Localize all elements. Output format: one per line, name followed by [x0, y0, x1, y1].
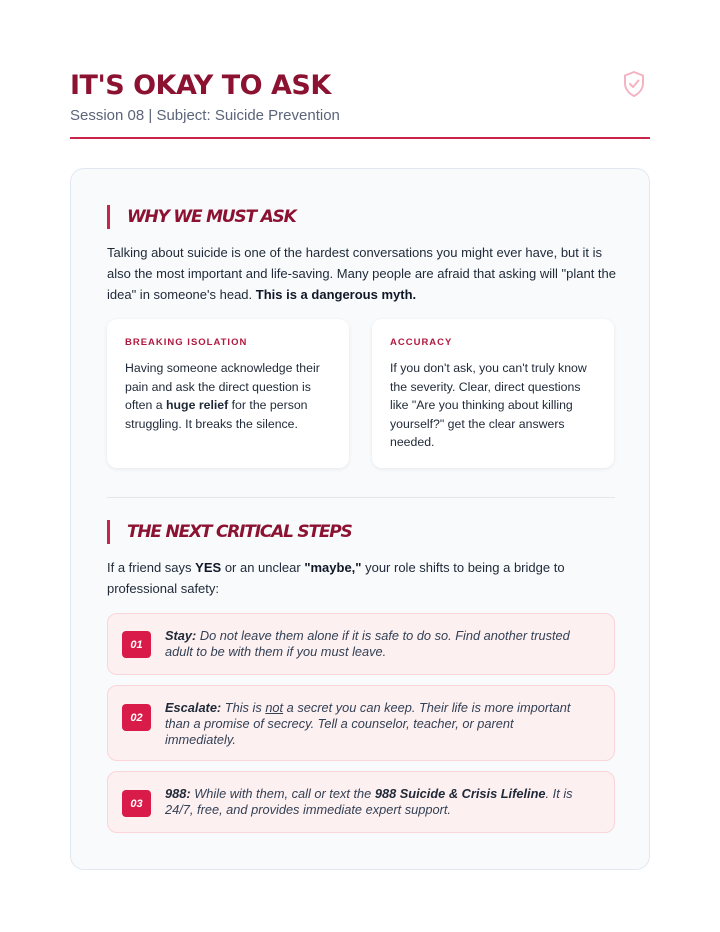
step-body-underline: not: [265, 700, 284, 715]
next-intro-part: If a friend says: [107, 560, 192, 575]
page-title: IT'S OKAY TO ASK: [70, 70, 331, 101]
step-body: a secret you can keep. Their life is more important than a promise of secrecy. Tell a counselor, teacher, or parent immediately.: [165, 700, 571, 747]
why-intro: Talking about suicide is one of the hardest conversations you might ever have, but it is also the most important and life-saving. Many people are afraid that asking will "plant the idea" in someone's head.: [107, 245, 616, 302]
step-lead: Escalate:: [165, 700, 222, 715]
box-text-part: Having someone acknowledge their pain and ask the direct question is often a: [125, 361, 320, 412]
section-heading-next: [107, 520, 352, 544]
section-heading-why: [107, 205, 296, 229]
box-label-isolation: BREAKING ISOLATION: [125, 337, 248, 348]
step-body: Do not leave them alone if it is safe to do so. Find another trusted adult to be with them if you must leave.: [165, 628, 570, 659]
step-lead: Stay:: [165, 628, 197, 643]
why-intro-bold: This is a dangerous myth.: [255, 287, 417, 302]
why-paragraph: [107, 242, 617, 305]
box-text-isolation: [125, 359, 331, 433]
info-box-isolation: [107, 319, 349, 468]
step-body: While with them, call or text the: [194, 786, 372, 801]
page-header: [70, 70, 650, 126]
step-body: This is: [224, 700, 262, 715]
step-text: [165, 700, 586, 748]
page-subtitle: Session 08 | Subject: Suicide Prevention: [70, 107, 340, 124]
step-item-988: [107, 771, 615, 833]
step-item-stay: [107, 613, 615, 675]
box-text-part: for the person struggling. It breaks the silence.: [125, 398, 308, 431]
box-text-accuracy: If you don't ask, you can't truly know the severity. Clear, direct questions like "Are you thinking about killing yourself?" get the clear answers needed.: [390, 361, 587, 449]
step-body: . It is 24/7, free, and provides immediate expert support.: [165, 786, 573, 817]
section-title-next: THE NEXT CRITICAL STEPS: [127, 522, 352, 542]
next-paragraph: [107, 557, 617, 599]
section-accent-bar: [107, 520, 110, 544]
step-item-escalate: [107, 685, 615, 761]
step-number-badge: 03: [122, 790, 151, 817]
section-title-why: WHY WE MUST ASK: [127, 207, 296, 227]
step-number-badge: 01: [122, 631, 151, 658]
step-lead: 988:: [165, 786, 191, 801]
step-text: [165, 786, 586, 818]
header-divider: [70, 137, 650, 139]
next-intro-part: your role shifts to being a bridge to professional safety:: [107, 560, 565, 596]
box-label-accuracy: ACCURACY: [390, 337, 453, 348]
next-intro-part: or an unclear: [224, 560, 301, 575]
box-text-bold: huge relief: [166, 398, 229, 412]
step-text: [165, 628, 586, 660]
info-box-accuracy: [372, 319, 614, 468]
step-body-bold: 988 Suicide & Crisis Lifeline: [374, 786, 546, 801]
next-intro-yes: YES: [195, 560, 222, 575]
section-accent-bar: [107, 205, 110, 229]
step-number-badge: 02: [122, 704, 151, 731]
content-card: [70, 168, 650, 870]
shield-check-icon: [622, 70, 646, 98]
next-intro-maybe: "maybe,": [304, 560, 362, 575]
section-divider: [107, 497, 615, 498]
